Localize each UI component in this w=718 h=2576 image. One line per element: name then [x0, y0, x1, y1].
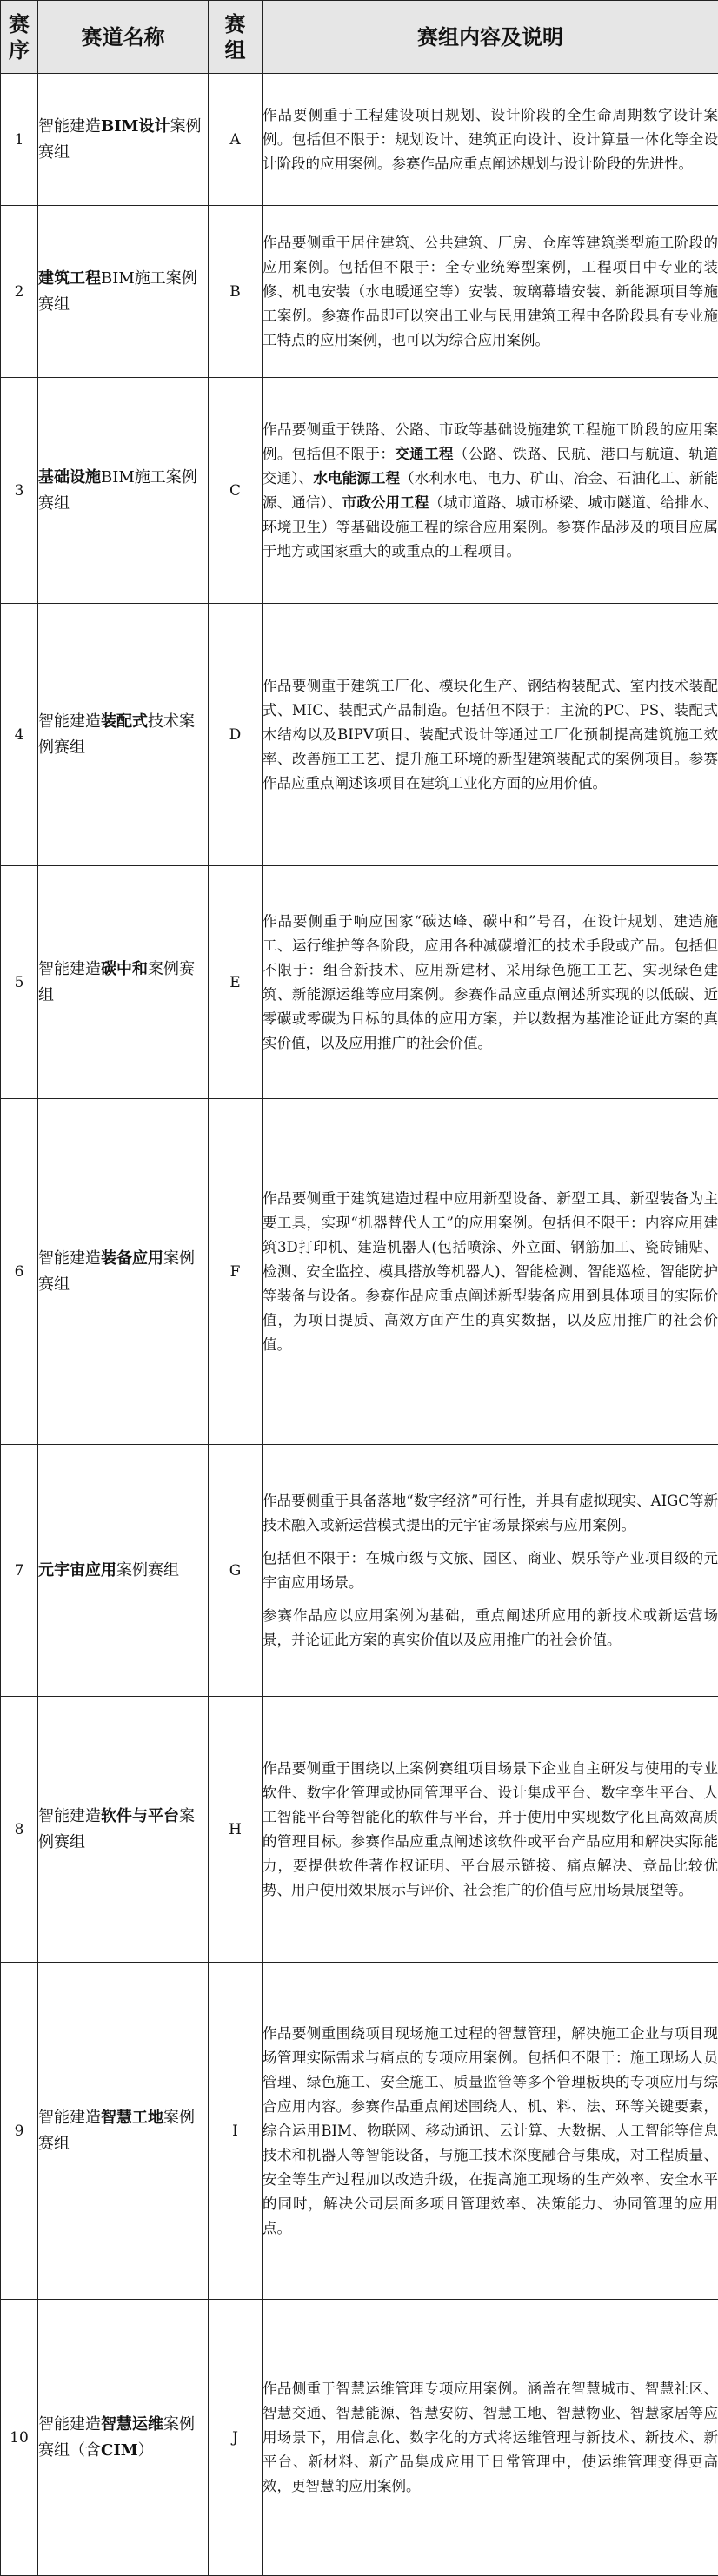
row-seq-cell: 1 — [1, 74, 38, 206]
track-name-segment: BIM设计 — [101, 117, 170, 136]
header-seq: 赛序 — [1, 1, 38, 74]
row-description-cell — [263, 206, 718, 378]
track-name-segment: 软件与平台 — [101, 1807, 179, 1825]
table-row — [1, 2300, 718, 2576]
row-seq-cell: 4 — [1, 604, 38, 866]
row-description-cell — [263, 604, 718, 866]
description-segment: 作品侧重于智慧运维管理专项应用案例。涵盖在智慧城市、智慧社区、智慧交通、智慧能源、智慧安防、智慧工地、智慧物业、智慧家居等应用场景下，用信息化、数字化的方式将运维管理与新技术、新技术、新平台、新材料、新产品集成应用于日常管理中，使运维管理变得更高效，更智慧的应用案例。 — [263, 2381, 718, 2494]
track-name-segment: 案例赛组 — [38, 2109, 195, 2153]
row-seq-cell: 10 — [1, 2300, 38, 2576]
description-paragraph — [263, 103, 718, 176]
description-segment: （水利水电、电力、矿山、冶金、石油化工、新能源、通信）、 — [263, 470, 718, 511]
track-name-segment: 案例赛组 — [38, 117, 202, 162]
track-name-segment: 技术案例赛组 — [38, 712, 195, 757]
track-name-segment: 智能建造 — [38, 2415, 101, 2434]
track-name-segment: 智能建造 — [38, 960, 101, 978]
description-segment: 作品要侧重于工程建设项目规划、设计阶段的全生命周期数字设计案例。包括但不限于：规划设计、建筑正向设计、设计算量一体化等全设计阶段的应用案例。参赛作品应重点阐述规划与设计阶段的先进性。 — [263, 107, 718, 172]
row-group-cell: E — [209, 866, 263, 1099]
track-name-segment: 智能建造 — [38, 2109, 101, 2127]
row-track-name-cell — [38, 1099, 209, 1445]
row-seq-cell: 9 — [1, 1963, 38, 2300]
table-row — [1, 866, 718, 1099]
row-group-cell: B — [209, 206, 263, 378]
track-name-segment: CIM — [101, 2441, 138, 2460]
description-paragraph — [263, 1187, 718, 1357]
table-row — [1, 1445, 718, 1697]
row-description-cell — [263, 74, 718, 206]
description-paragraph — [263, 1604, 718, 1652]
track-name-segment: 案例赛组（含 — [38, 2415, 195, 2460]
row-track-name-cell — [38, 206, 209, 378]
track-name-segment: BIM施工案例赛组 — [38, 468, 197, 513]
track-name-segment: 基础设施 — [38, 468, 101, 487]
row-description-cell — [263, 2300, 718, 2576]
row-group-cell: D — [209, 604, 263, 866]
description-segment: 市政公用工程 — [342, 494, 429, 511]
description-segment: （公路、铁路、民航、港口与航道、轨道交通）、 — [263, 446, 718, 487]
description-paragraph — [263, 2377, 718, 2499]
description-segment: 交通工程 — [395, 446, 454, 462]
row-track-name-cell — [38, 2300, 209, 2576]
row-group-cell: I — [209, 1963, 263, 2300]
row-group-cell: J — [209, 2300, 263, 2576]
row-seq-cell: 7 — [1, 1445, 38, 1697]
row-group-cell: A — [209, 74, 263, 206]
description-segment: 参赛作品应以应用案例为基础，重点阐述所应用的新技术或新运营场景，并论证此方案的真实价值以及应用推广的社会价值。 — [263, 1607, 718, 1648]
description-paragraph — [263, 231, 718, 353]
track-name-segment: 装配式 — [101, 712, 148, 731]
table-row — [1, 206, 718, 378]
description-paragraph — [263, 674, 718, 796]
track-name-segment: BIM施工案例赛组 — [38, 269, 197, 314]
table-row — [1, 1697, 718, 1963]
description-segment: （城市道路、城市桥梁、城市隧道、给排水、环境卫生）等基础设施工程的综合应用案例。参赛作品涉及的项目应属于地方或国家重大的或重点的工程项目。 — [263, 494, 718, 560]
track-name-segment: ） — [138, 2441, 154, 2460]
table-row — [1, 378, 718, 604]
track-name-segment: 建筑工程 — [38, 269, 101, 288]
row-description-cell — [263, 378, 718, 604]
row-seq-cell: 8 — [1, 1697, 38, 1963]
track-name-segment: 案例赛组 — [116, 1561, 179, 1579]
row-group-cell: H — [209, 1697, 263, 1963]
description-paragraph — [263, 1489, 718, 1538]
table-row — [1, 1963, 718, 2300]
track-name-segment: 案例赛组 — [38, 1249, 195, 1294]
description-segment: 水电能源工程 — [313, 470, 400, 487]
row-track-name-cell — [38, 866, 209, 1099]
row-seq-cell: 3 — [1, 378, 38, 604]
row-description-cell — [263, 1099, 718, 1445]
track-name-segment: 智慧工地 — [101, 2109, 163, 2127]
row-description-cell — [263, 1445, 718, 1697]
track-name-segment: 智慧运维 — [101, 2415, 163, 2434]
row-seq-cell: 2 — [1, 206, 38, 378]
header-track: 赛道名称 — [38, 1, 209, 74]
track-name-segment: 装备应用 — [101, 1249, 163, 1268]
description-segment: 作品要侧重于具备落地“数字经济”可行性，并具有虚拟现实、AIGC等新技术融入或新运营模式提出的元宇宙场景探索与应用案例。 — [263, 1493, 718, 1533]
description-paragraph — [263, 2022, 718, 2241]
row-track-name-cell — [38, 1963, 209, 2300]
track-name-segment: 智能建造 — [38, 712, 101, 731]
table-row — [1, 74, 718, 206]
row-track-name-cell — [38, 74, 209, 206]
row-group-cell: F — [209, 1099, 263, 1445]
description-segment: 作品要侧重于建筑工厂化、模块化生产、钢结构装配式、室内技术装配式、MIC、装配式产品制造。包括但不限于：主流的PC、PS、装配式木结构以及BIPV项目、装配式设计等通过工厂化预制提高建筑施工效率、改善施工工艺、提升施工环境的新型建筑装配式的案例项目。参赛作品应重点阐述该项目在建筑工业化方面的应用价值。 — [263, 678, 718, 791]
track-name-segment: 智能建造 — [38, 1807, 101, 1825]
row-group-cell: G — [209, 1445, 263, 1697]
row-description-cell — [263, 866, 718, 1099]
row-seq-cell: 5 — [1, 866, 38, 1099]
description-segment: 包括但不限于：在城市级与文旅、园区、商业、娱乐等产业项目级的元宇宙应用场景。 — [263, 1550, 718, 1591]
description-paragraph — [263, 1757, 718, 1903]
description-segment: 作品要侧重于围绕以上案例赛组项目场景下企业自主研发与使用的专业软件、数字化管理或协同管理平台、设计集成平台、数字孪生平台、人工智能平台等智能化的软件与平台，并于使用中实现数字化且高效高质的管理目标。参赛作品应重点阐述该软件或平台产品应用和解决实际能力，要提供软件著作权证明、平台展示链接、痛点解决、竞品比较优势、用户使用效果展示与评价、社会推广的价值与应用场景展望等。 — [263, 1760, 718, 1898]
track-name-segment: 案例赛组 — [38, 1807, 195, 1851]
table-row — [1, 604, 718, 866]
header-group: 赛组 — [209, 1, 263, 74]
description-segment: 作品要侧重于建筑建造过程中应用新型设备、新型工具、新型装备为主要工具，实现“机器替代人工”的应用案例。包括但不限于：内容应用建筑3D打印机、建造机器人(包括喷涂、外立面、钢筋加工、瓷砖铺贴、检测、安全监控、模具搭放等机器人)、智能检测、智能巡检、智能防护等装备与设备。参赛作品应重点阐述新型装备应用到具体项目的实际价值，为项目提质、高效方面产生的真实数据，以及应用推广的社会价值。 — [263, 1190, 718, 1353]
description-segment: 作品要侧重于居住建筑、公共建筑、厂房、仓库等建筑类型施工阶段的应用案例。包括但不限于：全专业统筹型案例，工程项目中专业的装修、机电安装（水电暖通空等）安装、玻璃幕墙安装、新能源项目等施工案例。参赛作品即可以突出工业与民用建筑工程中各阶段具有专业施工特点的应用案例，也可以为综合应用案例。 — [263, 235, 718, 348]
row-track-name-cell — [38, 604, 209, 866]
track-name-segment: 智能建造 — [38, 117, 101, 136]
row-track-name-cell — [38, 1697, 209, 1963]
track-name-segment: 智能建造 — [38, 1249, 101, 1268]
row-track-name-cell — [38, 1445, 209, 1697]
row-description-cell — [263, 1697, 718, 1963]
description-paragraph — [263, 910, 718, 1056]
description-segment: 作品要侧重围绕项目现场施工过程的智慧管理，解决施工企业与项目现场管理实际需求与痛点的专项应用案例。包括但不限于：施工现场人员管理、绿色施工、安全施工、质量监管等多个管理板块的专项应用与综合应用内容。参赛作品重点阐述围绕人、机、料、法、环等关键要素，综合运用BIM、物联网、移动通讯、云计算、大数据、人工智能等信息技术和机器人等智能设备，与施工技术深度融合与集成，对工程质量、安全等生产过程加以改造升级，在提高施工现场的生产效率、安全水平的同时，解决公司层面多项目管理效率、决策能力、协同管理的应用点。 — [263, 2025, 718, 2236]
description-paragraph — [263, 1546, 718, 1595]
description-segment: 作品要侧重于响应国家“碳达峰、碳中和”号召，在设计规划、建造施工、运行维护等各阶段，应用各种减碳增汇的技术手段或产品。包括但不限于：组合新技术、应用新建材、采用绿色施工工艺、实现绿色建筑、新能源运维等应用案例。参赛作品应重点阐述所实现的以低碳、近零碳或零碳为目标的具体的应用方案，并以数据为基准论证此方案的真实价值，以及应用推广的社会价值。 — [263, 913, 718, 1051]
description-segment: 作品要侧重于铁路、公路、市政等基础设施建筑工程施工阶段的应用案例。包括但不限于： — [263, 421, 718, 462]
track-name-segment: 案例赛组 — [38, 960, 195, 1004]
row-description-cell — [263, 1963, 718, 2300]
header-content: 赛组内容及说明 — [263, 1, 718, 74]
row-seq-cell: 6 — [1, 1099, 38, 1445]
table-row — [1, 1099, 718, 1445]
row-track-name-cell — [38, 378, 209, 604]
table-header-row — [1, 1, 718, 74]
row-group-cell: C — [209, 378, 263, 604]
description-paragraph — [263, 418, 718, 564]
track-name-segment: 碳中和 — [101, 960, 148, 978]
track-name-segment: 元宇宙应用 — [38, 1561, 116, 1579]
